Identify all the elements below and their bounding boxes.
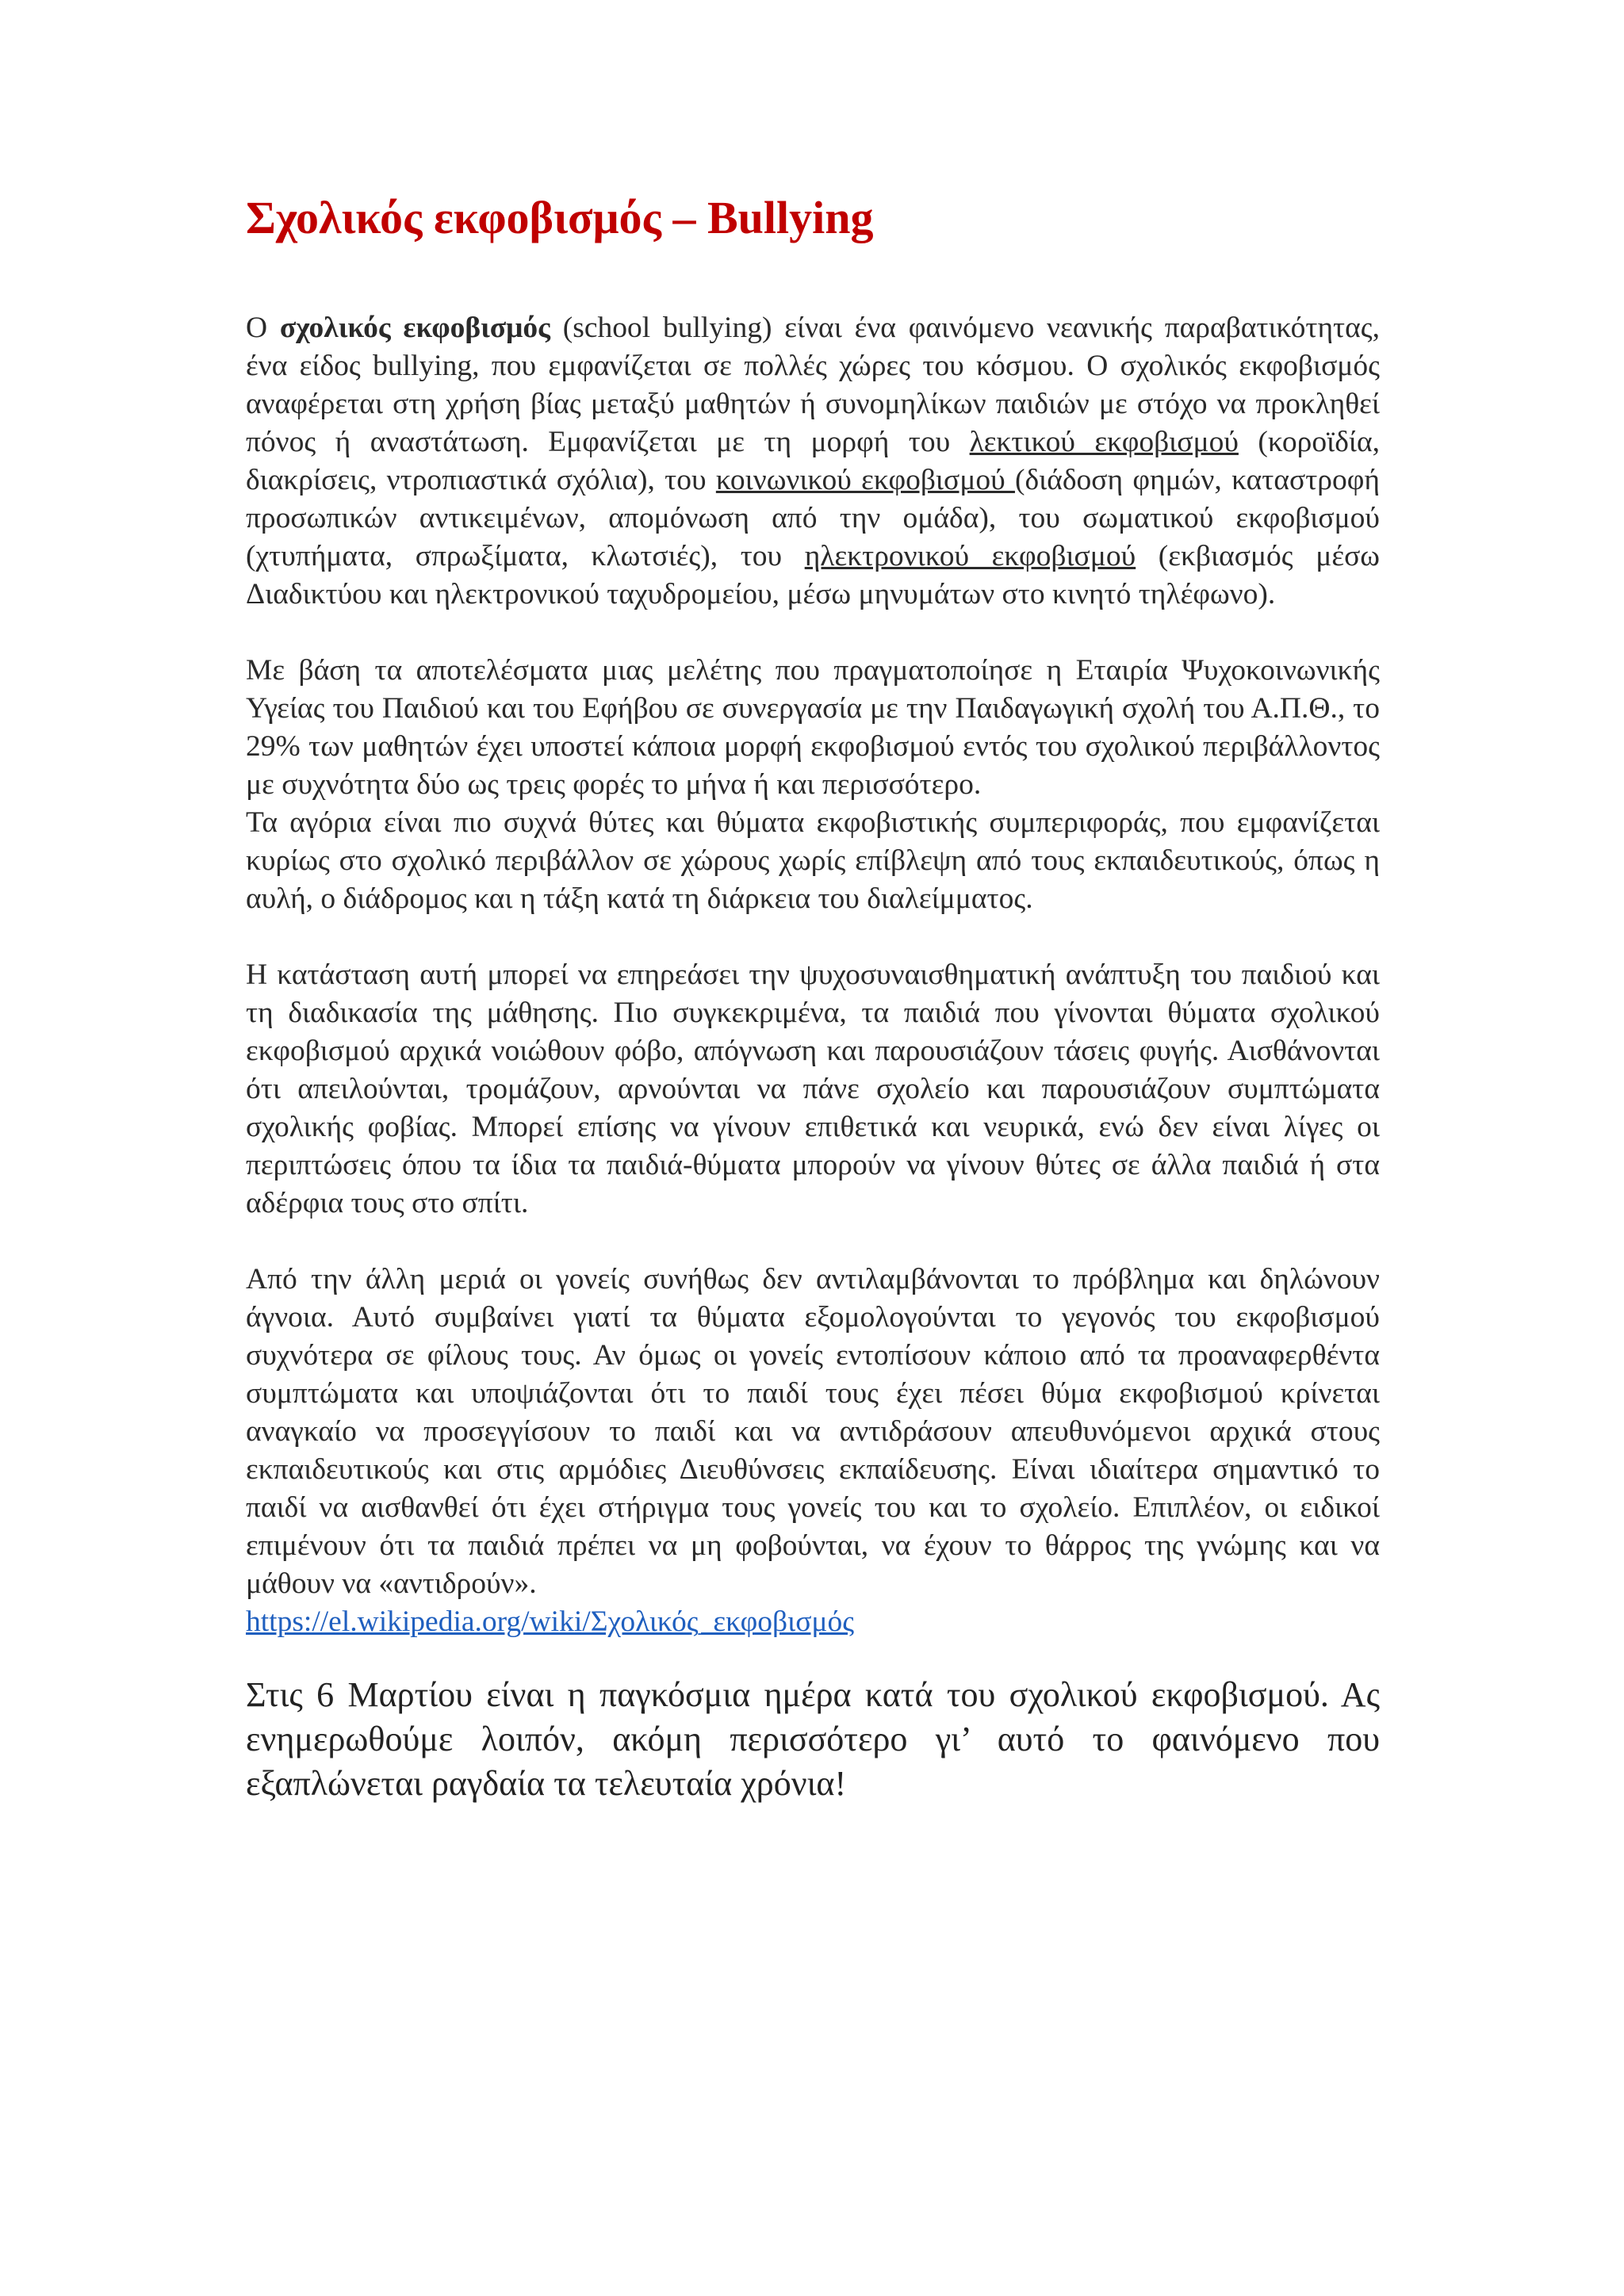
effects-paragraph: Η κατάσταση αυτή μπορεί να επηρεάσει την ψυχοσυναισθηματική ανάπτυξη του παιδιού και τη διαδικασία της μάθησης. Πιο συγκεκριμένα, τα παιδιά που γίνονται θύματα σχολικού εκφοβισμού αρχικά νοιώθουν φόβο, απόγνωση και παρουσιάζουν τάσεις φυγής. Αισθάνονται ότι απειλούνται, τρομάζουν, αρνούνται να πάνε σχολείο και παρουσιάζουν συμπτώματα σχολικής φοβίας. Μπορεί επίσης να γίνουν επιθετικά και νευρικά, ενώ δεν είναι λίγες οι περιπτώσεις όπου τα ίδια τα παιδιά-θύματα μπορούν να γίνουν θύτες σε άλλα παιδιά ή στα αδέρφια τους στο σπίτι.: [246, 958, 1380, 1219]
intro-text-4: (διάδοση φημών, καταστροφή προσωπικών αντικειμένων, απομόνωση από την ομάδα), του σωματικού εκφοβισμού (χτυπήματα, σπρωξίματα, κλωτσιές), του: [246, 463, 1381, 572]
term-cyber-bullying: ηλεκτρονικού εκφοβισμού: [804, 539, 1136, 572]
intro-text-2: (school bullying) είναι ένα φαινόμενο νεανικής παραβατικότητας, ένα είδος bullying, που εμφανίζεται σε πολλές χώρες του κόσμου. Ο σχολικός εκφοβισμός αναφέρεται στη χρήση βίας μεταξύ μαθητών ή συνομηλίκων παιδιών με στόχο να προκληθεί πόνος ή αναστάτωση. Εμφανίζεται με τη μορφή του: [246, 311, 1380, 458]
term-social-bullying: κοινωνικού εκφοβισμού: [715, 463, 1015, 496]
intro-text-5: (εκβιασμός μέσω Διαδικτύου και ηλεκτρονικού ταχυδρομείου, μέσω μηνυμάτων στο κινητό τηλέφωνο).: [246, 539, 1380, 610]
closing-paragraph: Στις 6 Μαρτίου είναι η παγκόσμια ημέρα κατά του σχολικού εκφοβισμού. Ας ενημερωθούμε λοιπόν, ακόμη περισσότερο γι’ αυτό το φαινόμενο που εξαπλώνεται ραγδαία τα τελευταία χρόνια!: [246, 1674, 1380, 1803]
intro-text-3: (κοροϊδία, διακρίσεις, ντροπιαστικά σχόλια), του: [246, 425, 1380, 496]
document-page: [246, 190, 1380, 1806]
source-link[interactable]: https://el.wikipedia.org/wiki/Σχολικός_εκφοβισμός: [246, 1605, 855, 1638]
parents-paragraph: Από την άλλη μεριά οι γονείς συνήθως δεν αντιλαμβάνονται το πρόβλημα και δηλώνουν άγνοια. Αυτό συμβαίνει γιατί τα θύματα εξομολογούνται το γεγονός του εκφοβισμού συχνότερα σε φίλους τους. Αν όμως οι γονείς εντοπίσουν κάποιο από τα προαναφερθέντα συμπτώματα και υποψιάζονται ότι το παιδί τους έχει πέσει θύμα εκφοβισμού κρίνεται αναγκαίο να προσεγγίσουν το παιδί και να αντιδράσουν απευθυνόμενοι αρχικά στους εκπαιδευτικούς και στις αρμόδιες Διευθύνσεις εκπαίδευσης. Είναι ιδιαίτερα σημαντικό το παιδί να αισθανθεί ότι έχει στήριγμα τους γονείς του και το σχολείο. Επιπλέον, οι ειδικοί επιμένουν ότι τα παιδιά πρέπει να μη φοβούνται, να έχουν το θάρρος της γνώμης και να μάθουν να «αντιδρούν».: [246, 1262, 1380, 1600]
intro-paragraph: [246, 309, 1380, 614]
page-title: Σχολικός εκφοβισμός – Bullying: [246, 192, 874, 243]
study-paragraph: Με βάση τα αποτελέσματα μιας μελέτης που πραγματοποίησε η Εταιρία Ψυχοκοινωνικής Υγείας του Παιδιού και του Εφήβου σε συνεργασία με την Παιδαγωγική σχολή του Α.Π.Θ., το 29% των μαθητών έχει υποστεί κάποια μορφή εκφοβισμού εντός του σχολικού περιβάλλοντος με συχνότητα δύο ως τρεις φορές το μήνα ή και περισσότερο.: [246, 653, 1380, 801]
term-verbal-bullying: λεκτικού εκφοβισμού: [969, 425, 1239, 458]
term-school-bullying: σχολικός εκφοβισμός: [279, 311, 550, 344]
intro-text-1: Ο: [246, 311, 280, 344]
boys-paragraph: Τα αγόρια είναι πιο συχνά θύτες και θύματα εκφοβιστικής συμπεριφοράς, που εμφανίζεται κυρίως στο σχολικό περιβάλλον σε χώρους χωρίς επίβλεψη από τους εκπαιδευτικούς, όπως η αυλή, ο διάδρομος και η τάξη κατά τη διάρκεια του διαλείμματος.: [246, 806, 1380, 915]
